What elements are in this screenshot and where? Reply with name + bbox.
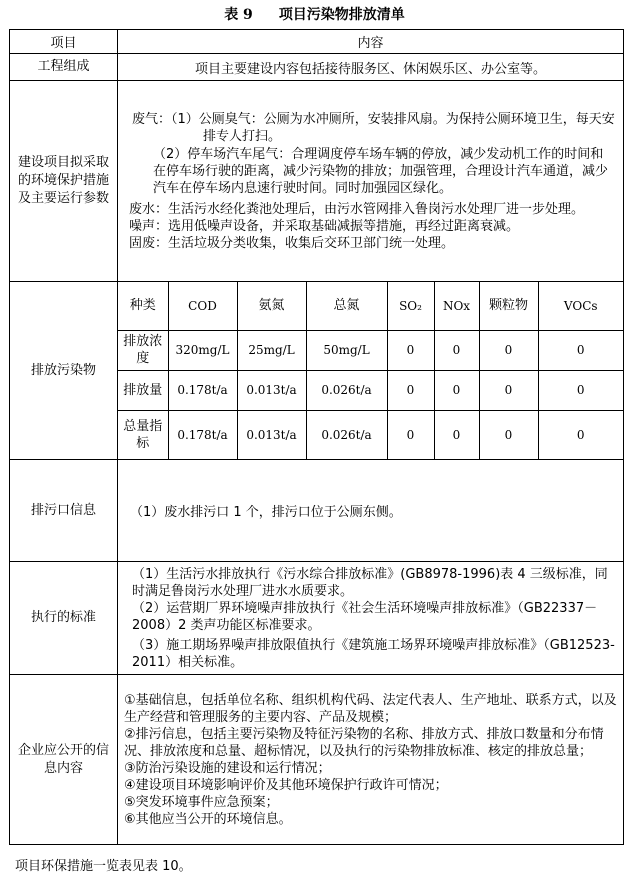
emissions-row-concentration xyxy=(118,330,623,370)
outlet-content: （1）废水排污口 1 个，排污口位于公厕东侧。 xyxy=(118,460,624,562)
row-standards xyxy=(10,562,624,675)
header-row xyxy=(10,30,624,54)
header-content: 内容 xyxy=(118,30,624,54)
standards-label: 执行的标准 xyxy=(10,562,118,675)
measure-parking: （2）停车场汽车尾气：合理调度停车场车辆的停放，减少发动机工作的时间和在停车场行驶的距离，减少污染物的排放；加强管理，合理设计汽车通道，减少汽车在停车场内息速行驶时间。同时加强园区绿化。 xyxy=(153,146,609,196)
emissions-col-header: 颗粒物 xyxy=(479,282,538,330)
row-engineering xyxy=(10,54,624,81)
emissions-header-row xyxy=(118,282,623,330)
emissions-cell: 0 xyxy=(387,370,434,410)
measure-solid-waste: 固废：生活垃圾分类收集，收集后交环卫部门统一处理。 xyxy=(129,235,455,251)
standard-operation-noise: （2）运营期厂界环境噪声排放执行《社会生活环境噪声排放标准》（GB22337－2008）2 类声功能区标准要求。 xyxy=(132,600,598,633)
emissions-col-header: SO₂ xyxy=(387,282,434,330)
emissions-col-header: 氨氮 xyxy=(237,282,306,330)
emissions-col-header: NOx xyxy=(434,282,479,330)
header-item: 项目 xyxy=(10,30,118,54)
emissions-cell: 0.013t/a xyxy=(237,410,306,459)
standard-wastewater: （1）生活污水排放执行《污水综合排放标准》(GB8978-1996)表 4 三级标准，同时满足鲁岗污水处理厂进水水质要求。 xyxy=(132,566,608,599)
emissions-col-header: VOCs xyxy=(538,282,623,330)
row-emissions xyxy=(10,282,624,460)
emissions-cell: 0.026t/a xyxy=(306,410,387,459)
emissions-cell: 0 xyxy=(387,330,434,370)
footer-note: 项目环保措施一览表见表 10。 xyxy=(15,859,192,874)
disclosure-item: ④建设项目环境影响评价及其他环境保护行政许可情况； xyxy=(124,777,448,793)
engineering-label: 工程组成 xyxy=(10,54,118,81)
emissions-cell: 0 xyxy=(479,410,538,459)
standard-construction-noise: （3）施工期场界噪声排放限值执行《建筑施工场界环境噪声排放标准》（GB12523-2011）相关标准。 xyxy=(132,637,615,670)
table-title-text: 项目污染物排放清单 xyxy=(278,7,405,23)
disclosure-item: ②排污信息，包括主要污染物及特征污染物的名称、排放方式、排放口数量和分布情况、排放浓度和总量、超标情况，以及执行的污染物排放标准、核定的排放总量； xyxy=(124,726,604,759)
emissions-cell: 320mg/L xyxy=(168,330,237,370)
emissions-cell: 0 xyxy=(434,370,479,410)
measure-wastewater: 废水：生活污水经化粪池处理后，由污水管网排入鲁岗污水处理厂进一步处理。 xyxy=(129,201,585,217)
emissions-cell: 0.013t/a xyxy=(237,370,306,410)
emissions-col-header: 总氮 xyxy=(306,282,387,330)
emissions-cell: 0 xyxy=(434,410,479,459)
table-title xyxy=(0,4,629,24)
disclosure-item: ⑥其他应当公开的环境信息。 xyxy=(124,811,292,827)
emissions-row-label: 排放量 xyxy=(118,370,168,410)
emissions-col-header: 种类 xyxy=(118,282,168,330)
emissions-cell: 0 xyxy=(434,330,479,370)
emissions-col-header: COD xyxy=(168,282,237,330)
emissions-cell: 25mg/L xyxy=(237,330,306,370)
emissions-cell: 50mg/L xyxy=(306,330,387,370)
disclosure-label: 企业应公开的信息内容 xyxy=(10,675,118,845)
table-number: 表 9 xyxy=(224,7,253,23)
emissions-cell: 0 xyxy=(538,330,623,370)
emissions-cell: 0 xyxy=(538,370,623,410)
emissions-row-label: 排放浓度 xyxy=(118,330,168,370)
emissions-cell: 0 xyxy=(538,410,623,459)
disclosure-item: ①基础信息，包括单位名称、组织机构代码、法定代表人、生产地址、联系方式，以及生产经营和管理服务的主要内容、产品及规模； xyxy=(124,692,617,725)
emissions-cell: 0.026t/a xyxy=(306,370,387,410)
emissions-row-quota xyxy=(118,410,623,459)
disclosure-item: ③防治污染设施的建设和运行情况； xyxy=(124,760,331,776)
measures-label: 建设项目拟采取的环境保护措施及主要运行参数 xyxy=(10,81,118,282)
emissions-label: 排放污染物 xyxy=(10,282,118,460)
emissions-cell: 0 xyxy=(387,410,434,459)
measure-noise: 噪声：选用低噪声设备，并采取基础减振等措施，再经过距离衰减。 xyxy=(129,218,520,234)
emissions-cell: 0 xyxy=(479,330,538,370)
emissions-cell: 0.178t/a xyxy=(168,370,237,410)
measure-exhaust: 废气：（1）公厕臭气：公厕为水冲厕所，安装排风扇。为保持公厕环境卫生，每天安排专人打扫。 xyxy=(132,111,615,144)
engineering-content: 项目主要建设内容包括接待服务区、休闲娱乐区、办公室等。 xyxy=(118,54,624,81)
pollutant-emission-table xyxy=(9,29,624,845)
row-measures xyxy=(10,81,624,282)
emissions-row-label: 总量指标 xyxy=(118,410,168,459)
emissions-cell: 0.178t/a xyxy=(168,410,237,459)
row-disclosure xyxy=(10,675,624,845)
row-outlet xyxy=(10,460,624,562)
emissions-cell: 0 xyxy=(479,370,538,410)
emissions-subtable xyxy=(118,282,623,459)
disclosure-item: ⑤突发环境事件应急预案； xyxy=(124,794,279,810)
emissions-row-amount xyxy=(118,370,623,410)
outlet-label: 排污口信息 xyxy=(10,460,118,562)
